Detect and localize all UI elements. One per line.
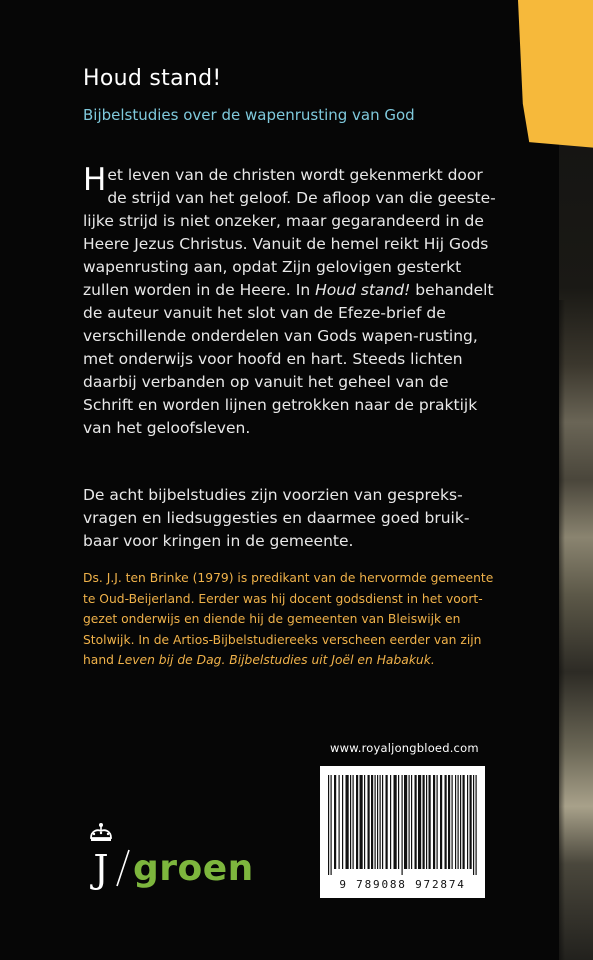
barcode-bar	[402, 775, 403, 875]
barcode-bar	[404, 775, 407, 869]
barcode-bar	[360, 775, 363, 869]
book-subtitle: Bijbelstudies over de wapenrusting van God	[83, 106, 415, 124]
barcode-bar	[429, 775, 431, 869]
publisher-website[interactable]: www.royaljongbloed.com	[330, 741, 479, 755]
logo-slash	[115, 848, 131, 888]
barcode-bar	[331, 775, 332, 875]
barcode-bar	[350, 775, 351, 869]
blurb-paragraph-1	[83, 164, 503, 440]
barcode-bar	[458, 775, 459, 869]
barcode-bar	[411, 775, 412, 869]
barcode-bar	[398, 775, 399, 869]
barcode-bar	[371, 775, 373, 869]
barcode-bar	[460, 775, 461, 869]
barcode-bar	[473, 775, 474, 875]
barcode-bar	[364, 775, 365, 869]
barcode-bar	[470, 775, 472, 869]
barcode-bar	[328, 775, 329, 875]
barcode-bars	[328, 775, 477, 875]
isbn-number: 9 789088 972874	[339, 878, 466, 891]
barcode-bar	[452, 775, 453, 869]
barcode-bar	[437, 775, 438, 869]
barcode-bar	[375, 775, 376, 869]
barcode-bar	[368, 775, 370, 869]
barcode-bar	[467, 775, 468, 869]
barcode-bar	[455, 775, 456, 869]
svg-text:J: J	[93, 847, 109, 891]
barcode-bar	[377, 775, 378, 869]
blurb-paragraph-2: De acht bijbelstudies zijn voorzien van gespreks-vragen en liedsuggesties en daarmee goed bruik-baar voor kringen in de gemeente.	[83, 486, 470, 550]
barcode-bar	[353, 775, 354, 869]
crown-j-icon	[85, 822, 117, 894]
barcode-bar	[418, 775, 421, 869]
barcode-bar	[426, 775, 427, 869]
barcode-bar	[390, 775, 391, 869]
barcode-bar	[382, 775, 383, 869]
blurb-text-end: behandelt de auteur vanuit het slot van de Efeze-brief de verschillende onderdelen van Gods wapen-rusting, met onderwijs voor hoofd en hart. Steeds lichten daarbij verbanden op vanuit het geheel van de Schrift en worden lijnen getrokken naar de praktijk van het geloofsleven.	[83, 281, 494, 437]
barcode-bar	[346, 775, 349, 869]
author-bio	[83, 568, 503, 671]
barcode-bar	[440, 775, 442, 869]
drop-cap: H	[83, 162, 107, 198]
barcode-bar	[445, 775, 447, 869]
barcode-bar	[394, 775, 397, 869]
barcode-bar	[386, 775, 388, 869]
barcode-bar	[339, 775, 340, 869]
barcode-bar	[448, 775, 450, 869]
author-bio-text: Ds. J.J. ten Brinke (1979) is predikant van de hervormde gemeente te Oud-Beijerland. Eerder was hij docent godsdienst in het voort-gezet onderwijs en diende hij de gemeenten van Bleiswijk en Stolwijk. In de Artios-Bijbelstudiereeks verscheen eerder van zijn hand	[83, 571, 494, 667]
barcode-bar	[342, 775, 343, 869]
book-title: Houd stand!	[83, 66, 222, 91]
barcode-bar	[423, 775, 425, 869]
barcode-bar	[476, 775, 477, 875]
barcode-bar	[409, 775, 410, 869]
author-previous-work: Leven bij de Dag. Bijbelstudies uit Joël en Habakuk.	[117, 653, 435, 667]
yellow-corner-tab	[518, 0, 593, 148]
barcode-bar	[356, 775, 358, 869]
barcode-bar	[380, 775, 381, 869]
barcode-bar	[334, 775, 336, 869]
barcode-bar	[415, 775, 417, 869]
barcode-bar	[433, 775, 435, 869]
publisher-logo	[85, 822, 265, 902]
barcode-bar	[463, 775, 465, 869]
publisher-name: groen	[133, 848, 254, 889]
blurb-text-start: et leven van de christen wordt gekenmerkt door de strijd van het geloof. De afloop van die geeste-lijke strijd is niet onzeker, maar gegarandeerd in de Heere Jezus Christus. Vanuit de hemel reikt Hij Gods wapenrusting aan, opdat Zijn gelovigen gesterkt zullen worden in de Heere. In	[83, 166, 496, 299]
blurb-title-reference: Houd stand!	[315, 281, 411, 299]
barcode	[320, 766, 485, 898]
